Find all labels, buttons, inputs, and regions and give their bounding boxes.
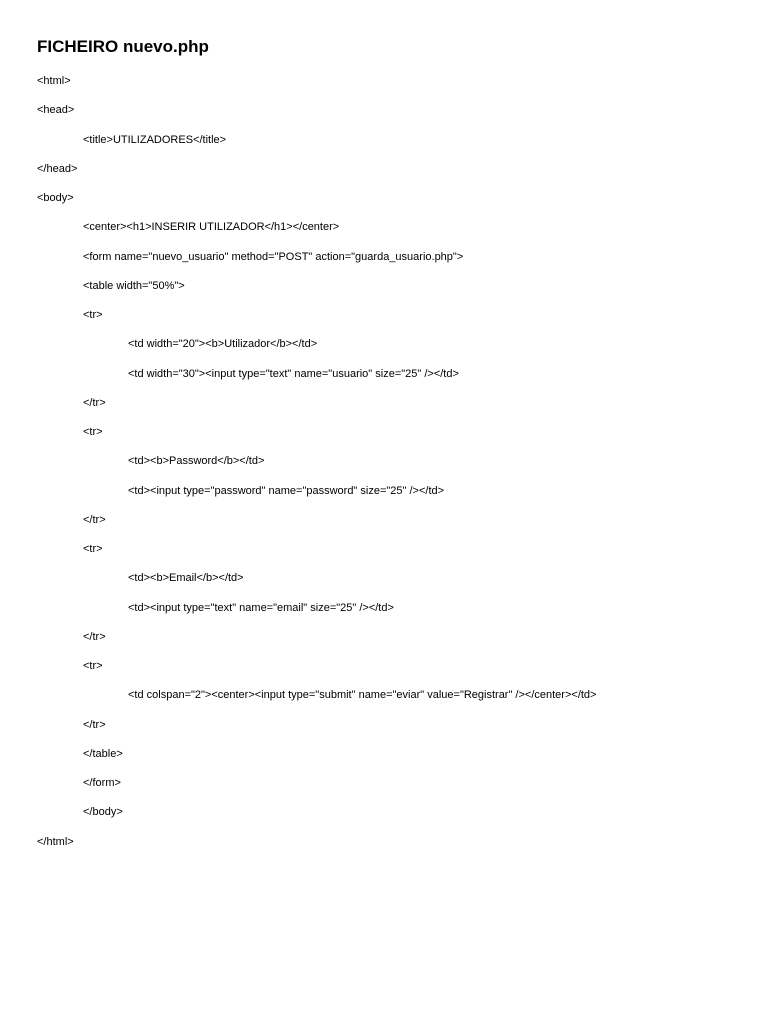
code-line: <tr> — [83, 660, 103, 672]
code-line: <center><h1>INSERIR UTILIZADOR</h1></center> — [83, 221, 340, 234]
code-line: <body> — [37, 192, 74, 204]
code-line: </tr> — [83, 630, 106, 643]
code-line: </head> — [37, 162, 78, 175]
code-line: </tr> — [83, 718, 106, 731]
code-line: </table> — [83, 747, 123, 760]
code-line: <td width="20"><b>Utilizador</b></td> — [128, 338, 318, 351]
code-line: </tr> — [83, 396, 106, 409]
code-line: </form> — [83, 777, 121, 789]
code-line: </body> — [83, 806, 123, 819]
code-line: <td><input type="password" name="password" size="25" /></td> — [128, 484, 445, 497]
code-line: <html> — [37, 75, 71, 87]
code-line: <tr> — [83, 426, 103, 438]
code-line: <table width="50%"> — [83, 279, 185, 292]
code-line: <td><input type="text" name="email" size="25" /></td> — [128, 601, 394, 614]
code-line: <tr> — [83, 309, 103, 321]
code-line: <form name="nuevo_usuario" method="POST" action="guarda_usuario.php"> — [83, 250, 464, 263]
document-title: FICHEIRO nuevo.php — [37, 37, 209, 56]
code-line: </tr> — [83, 513, 106, 526]
code-line: <td width="30"><input type="text" name="usuario" size="25" /></td> — [128, 367, 459, 380]
code-listing — [37, 73, 596, 863]
code-line: <head> — [37, 104, 75, 117]
code-line: <td><b>Password</b></td> — [128, 455, 265, 468]
code-line: <title>UTILIZADORES</title> — [83, 133, 227, 146]
code-line: </html> — [37, 835, 74, 848]
code-line: <td><b>Email</b></td> — [128, 572, 244, 585]
code-line: <td colspan="2"><center><input type="submit" name="eviar" value="Registrar" /></center></td> — [128, 689, 597, 702]
code-line: <tr> — [83, 543, 103, 555]
